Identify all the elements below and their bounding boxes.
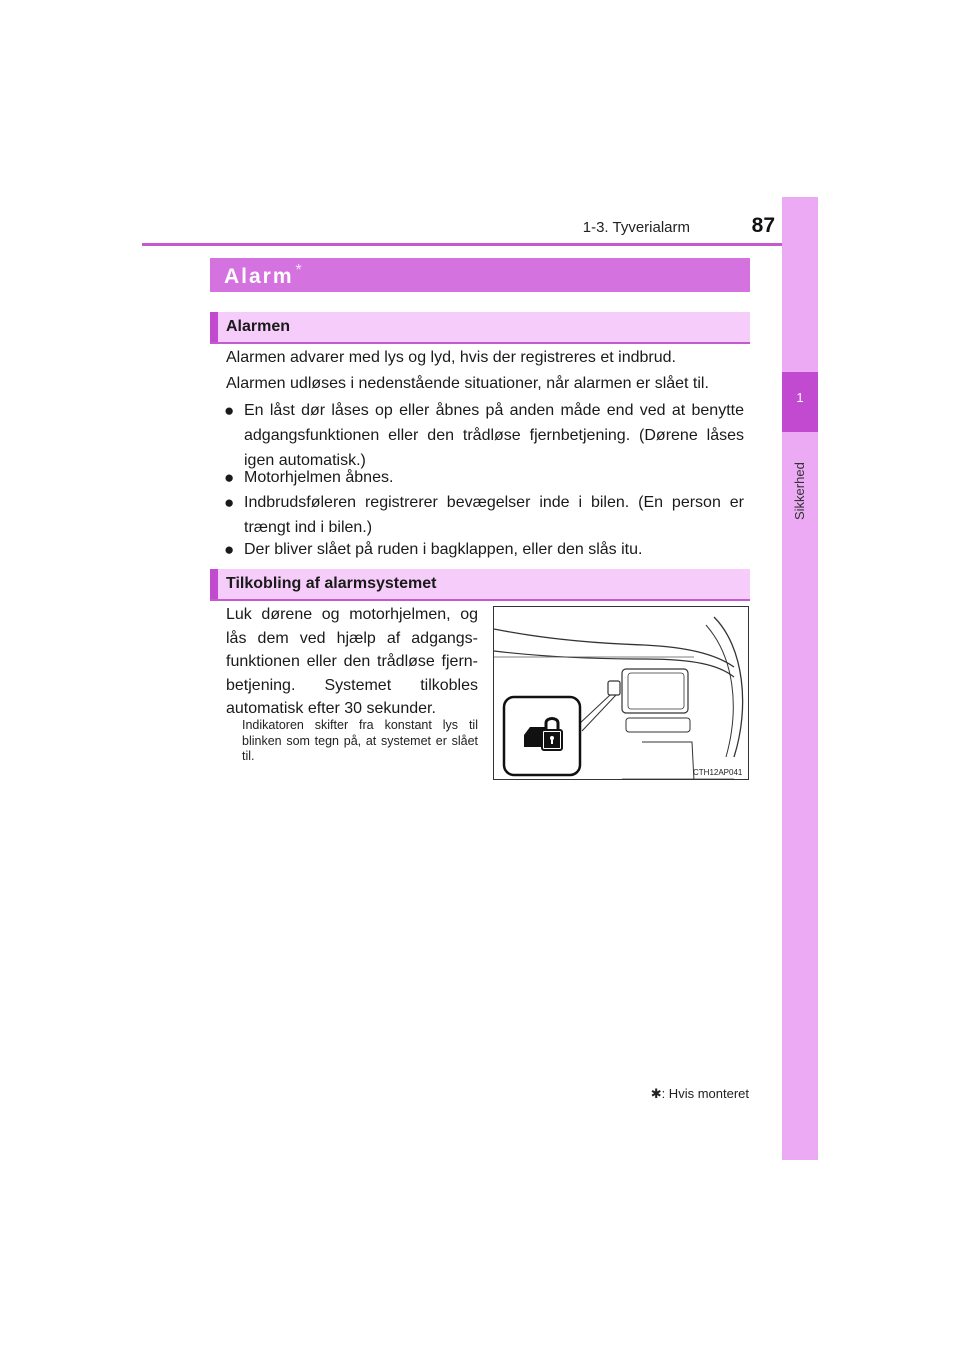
list-item bbox=[224, 537, 746, 562]
list-item-text: En låst dør låses op eller åbnes på anden måde end ved at benytte adgangsfunktionen eller den trådløse fjernbetjening. (Dørene låses igen automatisk.) bbox=[244, 402, 744, 469]
footnote: ✱: Hvis monteret bbox=[650, 1086, 749, 1101]
figure-code: CTH12AP041 bbox=[693, 768, 743, 777]
section-heading-tilkobling: Tilkobling af alarmsystemet bbox=[226, 575, 437, 592]
section-heading-bar-alarmen bbox=[210, 312, 750, 344]
title-asterisk: * bbox=[295, 262, 304, 279]
page-title-text: Alarm bbox=[224, 265, 294, 288]
list-item bbox=[224, 398, 746, 473]
dashboard-illustration bbox=[493, 606, 749, 780]
list-item-text: Indbrudsføleren registrerer bevægelser inde i bilen. (En person er trængt ind i bilen.) bbox=[244, 494, 744, 536]
bullet-icon: ● bbox=[224, 540, 235, 559]
section-heading-alarmen: Alarmen bbox=[226, 318, 291, 335]
header-divider bbox=[142, 243, 818, 246]
note-indicator: Indikatoren skifter fra konstant lys til blinken som tegn på, at systemet er slået til. bbox=[242, 718, 478, 763]
list-item-text: Der bliver slået på ruden i bagklappen, eller den slås itu. bbox=[244, 541, 643, 558]
paragraph-arming: Luk dørene og motorhjelmen, og lås dem ved hjælp af adgangs-funktionen eller den trådløse fjern-betjening. Systemet tilkobles automatisk efter 30 sekunder. bbox=[226, 606, 478, 717]
bullet-icon: ● bbox=[224, 468, 235, 487]
dashboard-drawing bbox=[494, 607, 749, 780]
chapter-tab-strip bbox=[782, 197, 818, 1160]
section-heading-accent bbox=[210, 569, 218, 599]
list-item-text: Motorhjelmen åbnes. bbox=[244, 469, 394, 486]
page-number: 87 bbox=[751, 214, 775, 237]
paragraph-intro: Alarmen advarer med lys og lyd, hvis der registreres et indbrud. bbox=[226, 349, 676, 366]
paragraph-intro-2: Alarmen udløses i nedenstående situationer, når alarmen er slået til. bbox=[226, 375, 709, 392]
bullet-icon: ● bbox=[224, 401, 235, 420]
bullet-icon: ● bbox=[224, 493, 235, 512]
chapter-name: Sikkerhed bbox=[792, 462, 807, 520]
chapter-number: 1 bbox=[796, 390, 804, 405]
page-title bbox=[224, 262, 304, 289]
header-section-title: 1-3. Tyverialarm bbox=[582, 219, 690, 236]
list-item bbox=[224, 465, 746, 490]
list-item bbox=[224, 490, 746, 540]
section-heading-accent bbox=[210, 312, 218, 342]
chapter-name-wrapper bbox=[770, 440, 830, 520]
